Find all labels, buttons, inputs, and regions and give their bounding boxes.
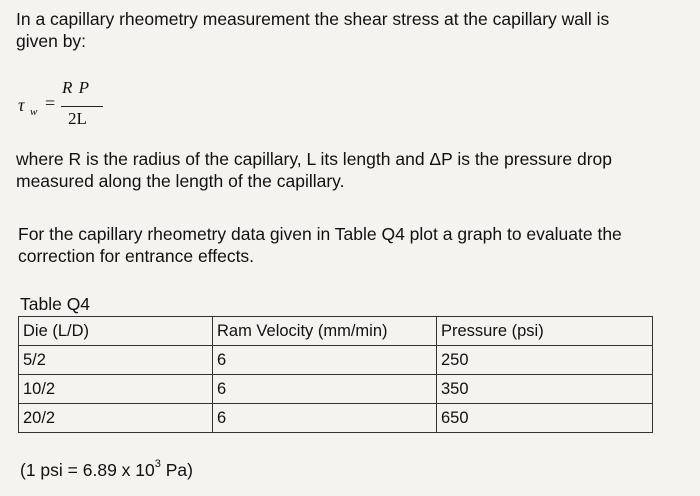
formula-denominator: 2L [68, 109, 87, 128]
cell-pressure: 650 [437, 404, 653, 433]
formula-numerator: R P [62, 78, 91, 97]
fraction-bar [61, 106, 103, 107]
task-line-1: For the capillary rheometry data given in Table Q4 plot a graph to evaluate the [18, 224, 622, 244]
table-row [19, 404, 653, 433]
cell-ram-velocity: 6 [213, 346, 437, 375]
data-table [18, 316, 653, 433]
definition-line-1: where R is the radius of the capillary, L its length and ΔP is the pressure drop [16, 149, 612, 169]
cell-pressure: 350 [437, 375, 653, 404]
definition-paragraph [16, 148, 692, 192]
cell-ram-velocity: 6 [213, 404, 437, 433]
formula-subscript: w [30, 106, 38, 118]
cell-ram-velocity: 6 [213, 375, 437, 404]
task-paragraph [18, 223, 694, 267]
formula-tau: τ [18, 95, 25, 115]
header-pressure: Pressure (psi) [437, 317, 653, 346]
note-prefix: (1 psi = 6.89 x 10 [20, 460, 155, 480]
cell-die: 20/2 [19, 404, 213, 433]
formula-equals: = [45, 93, 56, 113]
table-row [19, 375, 653, 404]
note-exponent: 3 [154, 458, 161, 471]
definition-line-2: measured along the length of the capillary. [16, 171, 345, 191]
table-header-row [19, 317, 653, 346]
header-ram-velocity: Ram Velocity (mm/min) [213, 317, 437, 346]
table-caption: Table Q4 [20, 294, 91, 314]
intro-paragraph [16, 8, 692, 52]
cell-die: 5/2 [19, 346, 213, 375]
intro-line-2: given by: [16, 31, 87, 51]
cell-die: 10/2 [19, 375, 213, 404]
cell-pressure: 250 [437, 346, 653, 375]
table-row [19, 346, 653, 375]
header-die: Die (L/D) [19, 317, 213, 346]
note-suffix: Pa) [160, 460, 193, 480]
task-line-2: correction for entrance effects. [18, 246, 255, 266]
intro-line-1: In a capillary rheometry measurement the shear stress at the capillary wall is [16, 9, 610, 29]
unit-conversion-note [20, 460, 193, 481]
